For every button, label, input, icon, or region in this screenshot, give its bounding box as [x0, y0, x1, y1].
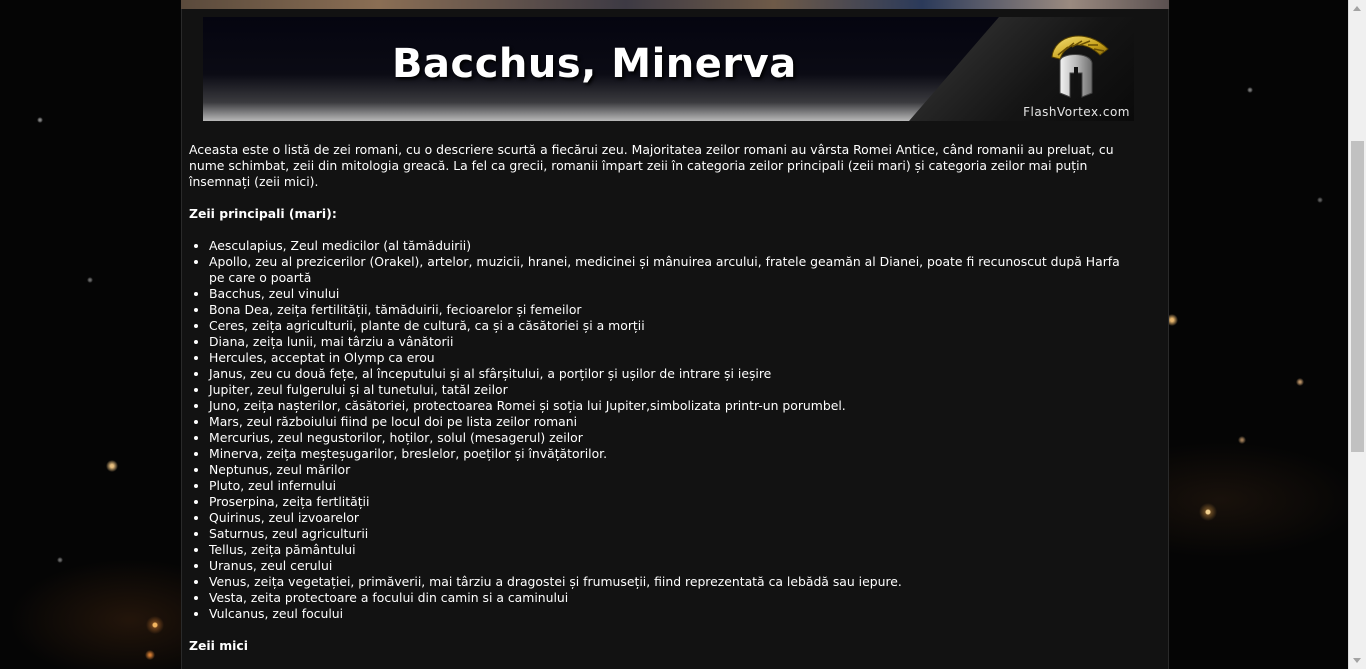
list-item: • Mercurius, zeul negustorilor, hoților, solul (mesagerul) zeilor: [209, 430, 1139, 446]
page-banner: [203, 17, 1134, 121]
principal-gods-list: [189, 238, 1139, 622]
brand-watermark: FlashVortex.com: [1023, 105, 1130, 119]
list-item: • Bona Dea, zeița fertilității, tămăduirii, fecioarelor și femeilor: [209, 302, 1139, 318]
list-item: • Vulcanus, zeul focului: [209, 606, 1139, 622]
intro-paragraph: Aceasta este o listă de zei romani, cu o descriere scurtă a fiecărui zeu. Majoritatea zeilor romani au vârsta Romei Antice, când romanii au preluat, cu nume schimbat, zeii din mitologia greacă. La fel ca grecii, romanii împart zeii în categoria zeilor principali (zeii mari) și categoria zeilor mai puțin însemnați (zeii mici).: [189, 142, 1114, 189]
minor-gods-heading: Zeii mici: [189, 638, 248, 653]
scroll-up-arrow-icon[interactable]: [1353, 6, 1361, 11]
list-item: • Hercules, acceptat in Olymp ca erou: [209, 350, 1139, 366]
list-item: • Bacchus, zeul vinului: [209, 286, 1139, 302]
list-item: • Quirinus, zeul izvoarelor: [209, 510, 1139, 526]
list-item: • Ceres, zeița agriculturii, plante de cultură, ca și a căsătoriei și a morții: [209, 318, 1139, 334]
list-item: • Janus, zeu cu două fețe, al începutului și al sfârșitului, a porților și ușilor de intrare și ieșire: [209, 366, 1139, 382]
list-item: • Minerva, zeița meșteșugarilor, breslelor, poeților și învățătorilor.: [209, 446, 1139, 462]
page-title: Bacchus, Minerva: [392, 41, 797, 87]
list-item: • Apollo, zeu al prezicerilor (Orakel), artelor, muzicii, hranei, medicinei și mânuirea arcului, fratele geamăn al Dianei, poate fi recunoscut după Harfa pe care o poartă: [209, 254, 1139, 286]
list-item: • Jupiter, zeul fulgerului și al tunetului, tatăl zeilor: [209, 382, 1139, 398]
scroll-down-arrow-icon[interactable]: [1353, 658, 1361, 663]
list-item: • Juno, zeița nașterilor, căsătoriei, protectoarea Romei și soția lui Jupiter,simbolizata printr-un porumbel.: [209, 398, 1139, 414]
list-item: • Saturnus, zeul agriculturii: [209, 526, 1139, 542]
list-item: • Mars, zeul războiului fiind pe locul doi pe lista zeilor romani: [209, 414, 1139, 430]
list-item: • Pluto, zeul infernului: [209, 478, 1139, 494]
list-item: • Vesta, zeita protectoare a focului din camin si a caminului: [209, 590, 1139, 606]
list-item: • Uranus, zeul cerului: [209, 558, 1139, 574]
list-item: • Diana, zeița lunii, mai târziu a vânătorii: [209, 334, 1139, 350]
vertical-scrollbar[interactable]: [1348, 0, 1366, 669]
list-item: • Proserpina, zeița fertlității: [209, 494, 1139, 510]
roman-helmet-icon: [1046, 27, 1112, 99]
list-item: • Neptunus, zeul mărilor: [209, 462, 1139, 478]
list-item: • Venus, zeița vegetației, primăverii, mai târziu a dragostei și frumuseții, fiind reprezentată ca lebădă sau iepure.: [209, 574, 1139, 590]
scrollbar-thumb[interactable]: [1351, 141, 1364, 452]
principal-gods-heading: Zeii principali (mari):: [189, 206, 337, 221]
list-item: • Aesculapius, Zeul medicilor (al tămăduirii): [209, 238, 1139, 254]
page-container: [181, 9, 1169, 669]
article-content: [189, 142, 1139, 654]
list-item: • Tellus, zeița pământului: [209, 542, 1139, 558]
